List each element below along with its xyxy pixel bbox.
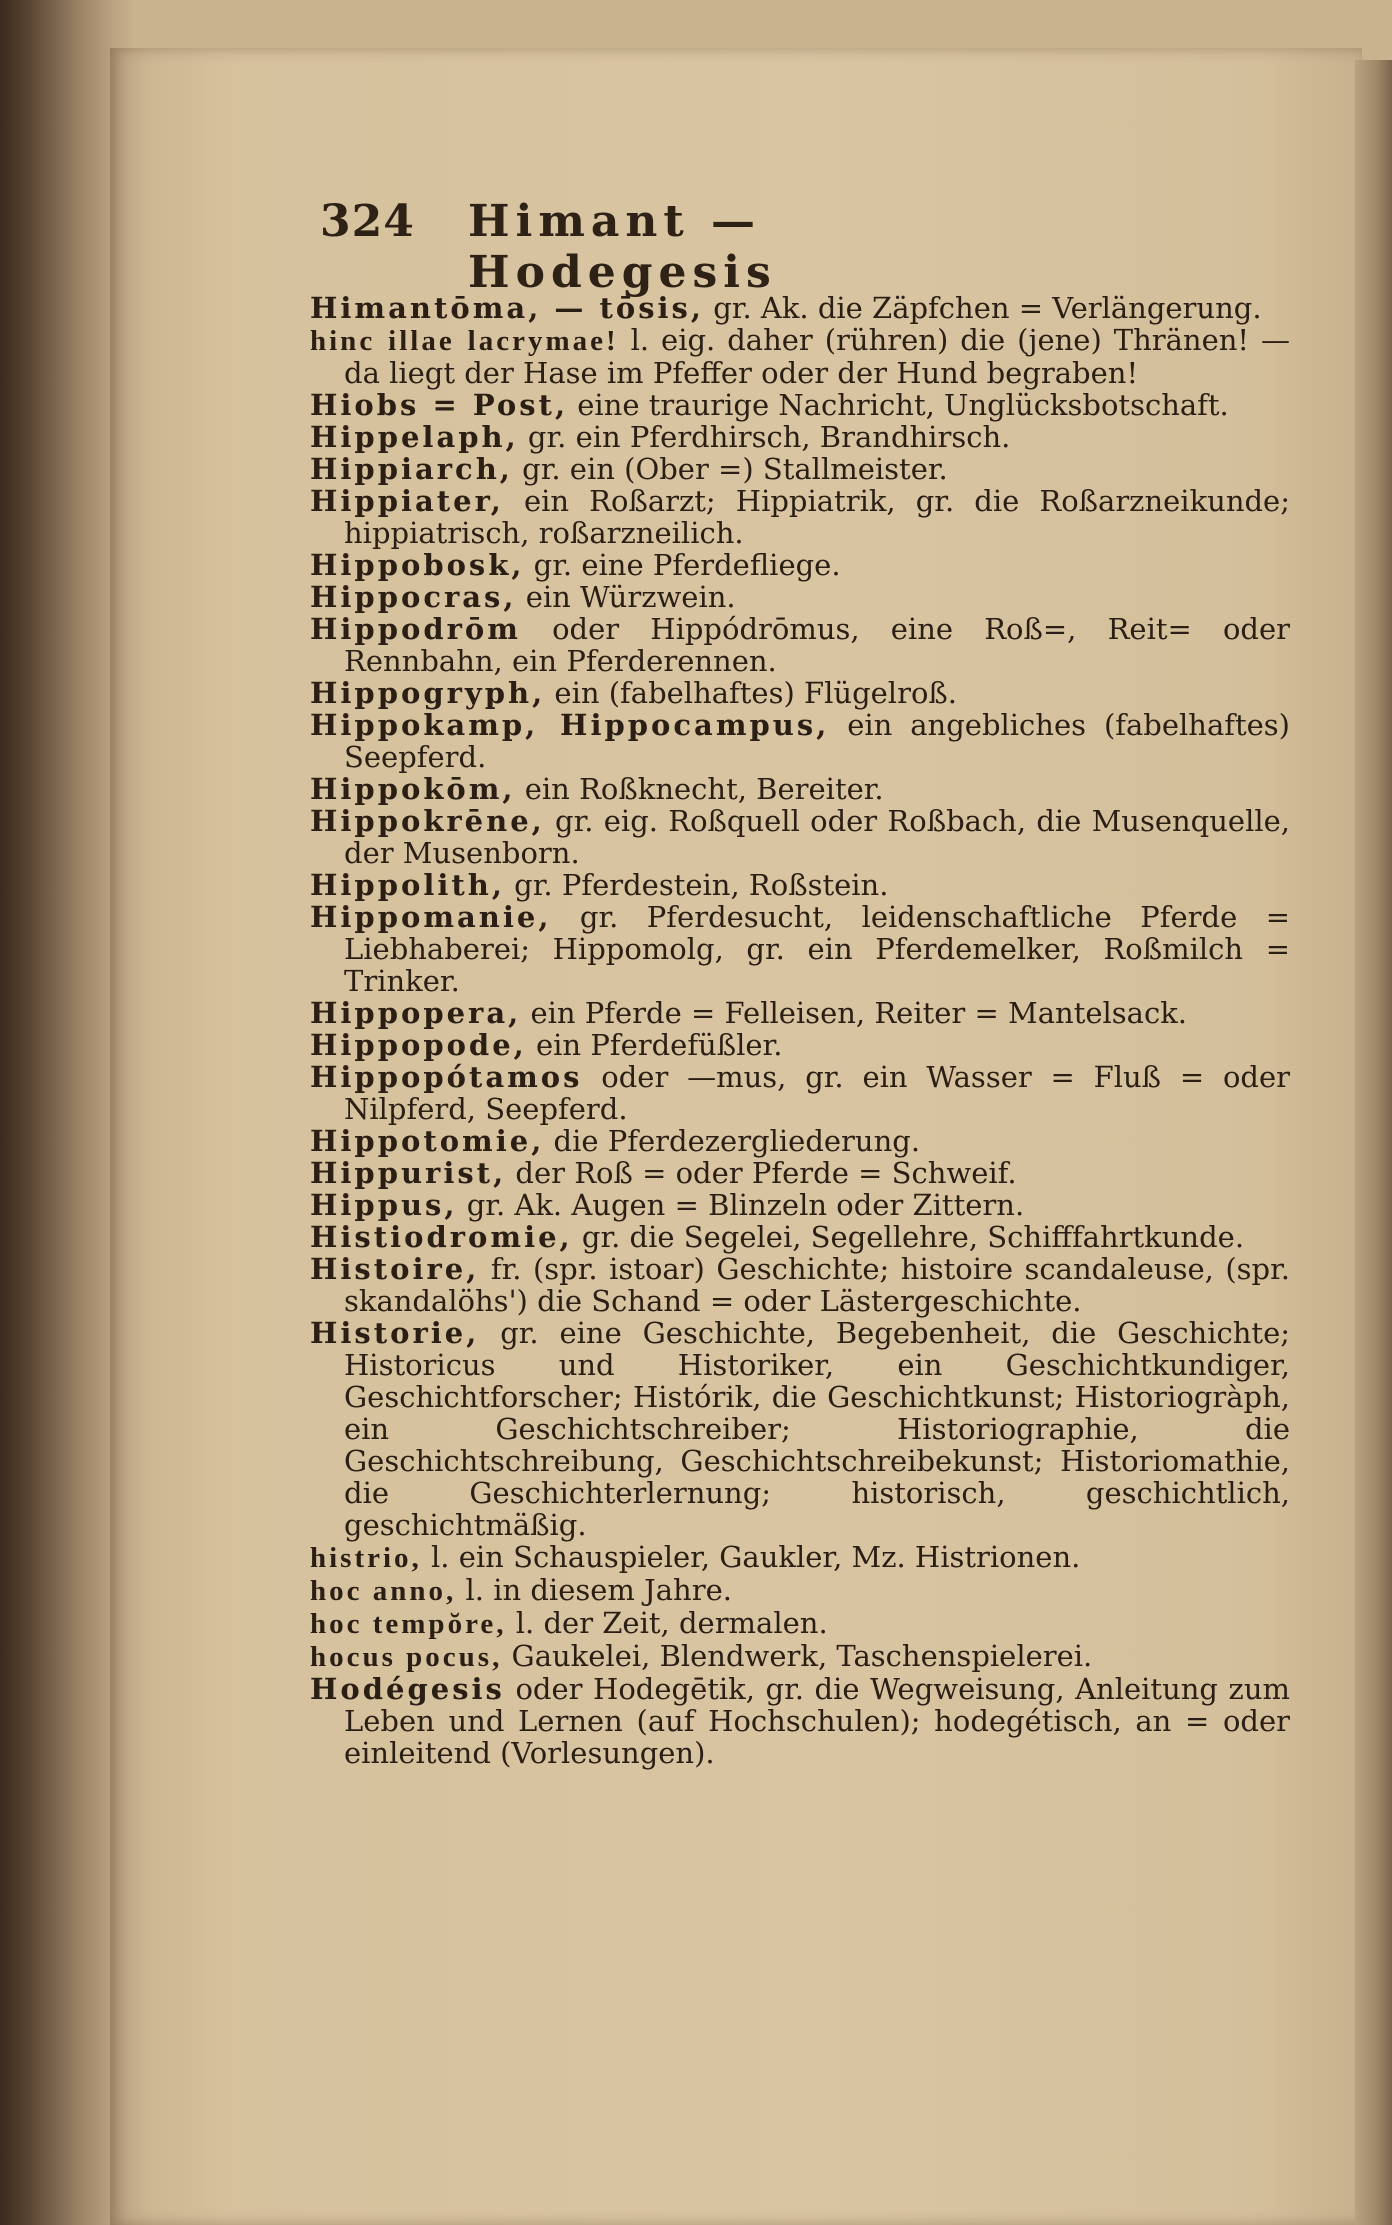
entry-headword: histrio, <box>310 1542 422 1574</box>
running-title: Himant — Hodegesis <box>468 196 777 298</box>
entry-headword: Hippokōm, <box>310 772 516 806</box>
entry <box>310 901 1290 997</box>
entry-text: l. in diesem Jahre. <box>465 1573 732 1607</box>
entry-text: oder —mus, gr. ein Wasser = Fluß = oder Nilpferd, Seepferd. <box>344 1060 1290 1126</box>
entry <box>310 1061 1290 1125</box>
entry <box>310 1253 1290 1317</box>
entry <box>310 453 1290 485</box>
entry <box>310 1189 1290 1221</box>
entry-text: oder Hippódrōmus, eine Roß=, Reit= oder Rennbahn, ein Pferderennen. <box>344 612 1291 678</box>
entry-headword: Hodégesis <box>310 1672 505 1706</box>
entry <box>310 1317 1290 1541</box>
entry-headword: Hippopode, <box>310 1028 527 1062</box>
entry-headword: Hippogryph, <box>310 676 546 710</box>
entry-text: ein Würzwein. <box>525 580 736 614</box>
entry-text: l. der Zeit, dermalen. <box>515 1606 828 1640</box>
entry <box>310 1673 1290 1769</box>
entry-headword: Hippopótamos <box>310 1060 583 1094</box>
entry-headword: hoc tempŏre, <box>310 1608 507 1640</box>
dictionary-entries <box>310 292 1290 1769</box>
entry-headword: hoc anno, <box>310 1575 457 1607</box>
entry-text: gr. eine Geschichte, Begebenheit, die Geschichte; Historicus und Historiker, ein Geschichtkundiger, Geschichtforscher; Histórik, die Geschichtkunst; Historiogràph, ein Geschichtschreiber; Historiographie, die Geschichtschreibung, Geschichtschreibekunst; Historiomathie, die Geschichterlernung; historisch, geschichtlich, geschichtmäßig. <box>344 1316 1291 1542</box>
entry-headword: Histiodromie, <box>310 1220 573 1254</box>
entry <box>310 1157 1290 1189</box>
entry-headword: Hiobs = Post, <box>310 388 569 422</box>
entry <box>310 485 1290 549</box>
entry <box>310 389 1290 421</box>
entry <box>310 1574 1290 1607</box>
entry-text: ein Pferdefüßler. <box>535 1028 783 1062</box>
entry-headword: Hippocras, <box>310 580 517 614</box>
entry-headword: Hippolith, <box>310 868 505 902</box>
entry <box>310 677 1290 709</box>
entry <box>310 1221 1290 1253</box>
entry <box>310 549 1290 581</box>
page-header <box>320 196 1080 298</box>
entry-headword: Hippotomie, <box>310 1124 545 1158</box>
entry <box>310 581 1290 613</box>
entry-text: Gaukelei, Blendwerk, Taschenspielerei. <box>511 1639 1093 1673</box>
entry-headword: Hippiater, <box>310 484 504 518</box>
entry-headword: Hippurist, <box>310 1156 507 1190</box>
entry <box>310 292 1290 324</box>
entry <box>310 773 1290 805</box>
entry <box>310 613 1290 677</box>
entry-text: ein Roßknecht, Bereiter. <box>524 772 884 806</box>
entry-text: gr. Pferdestein, Roßstein. <box>514 868 889 902</box>
entry <box>310 709 1290 773</box>
entry <box>310 869 1290 901</box>
entry-headword: Hippiarch, <box>310 452 513 486</box>
entry <box>310 324 1290 389</box>
entry-text: gr. ein (Ober =) Stallmeister. <box>522 452 948 486</box>
entry <box>310 1125 1290 1157</box>
entry <box>310 1541 1290 1574</box>
entry-headword: Hippokrēne, <box>310 804 545 838</box>
entry-text: gr. Ak. Augen = Blinzeln oder Zittern. <box>466 1188 1025 1222</box>
entry-headword: Historie, <box>310 1316 480 1350</box>
page-edge <box>1355 60 1392 2225</box>
entry <box>310 997 1290 1029</box>
entry-headword: Hippobosk, <box>310 548 525 582</box>
entry-headword: Hippokamp, Hippocampus, <box>310 708 830 742</box>
entry-text: gr. Pferdesucht, leidenschaftliche Pferde = Liebhaberei; Hippomolg, gr. ein Pferdemelker, Roßmilch = Trinker. <box>344 900 1291 998</box>
entry-headword: Hippopera, <box>310 996 522 1030</box>
entry <box>310 805 1290 869</box>
entry-text: gr. ein Pferdhirsch, Brandhirsch. <box>527 420 1011 454</box>
entry-text: l. eig. daher (rühren) die (jene) Thränen! — da liegt der Hase im Pfeffer oder der Hund begraben! <box>344 323 1291 390</box>
entry <box>310 1607 1290 1640</box>
entry-text: gr. eig. Roßquell oder Roßbach, die Musenquelle, der Musenborn. <box>344 804 1290 870</box>
entry-headword: Hippus, <box>310 1188 458 1222</box>
entry-headword: hocus pocus, <box>310 1641 503 1673</box>
entry-text: gr. eine Pferdefliege. <box>533 548 841 582</box>
entry-headword: Histoire, <box>310 1252 480 1286</box>
entry-text: gr. Ak. die Zäpfchen = Verlängerung. <box>713 291 1262 325</box>
entry-text: ein (fabelhaftes) Flügelroß. <box>554 676 957 710</box>
entry-text: ein angebliches (fabelhaftes) Seepferd. <box>344 708 1290 774</box>
entry-headword: Hippelaph, <box>310 420 519 454</box>
entry-text: l. ein Schauspieler, Gaukler, Mz. Histrionen. <box>431 1540 1081 1574</box>
entry <box>310 421 1290 453</box>
entry-text: der Roß = oder Pferde = Schweif. <box>515 1156 1017 1190</box>
entry-text: ein Pferde = Felleisen, Reiter = Mantelsack. <box>530 996 1187 1030</box>
page-number: 324 <box>320 196 415 247</box>
entry-text: die Pferdezergliederung. <box>553 1124 921 1158</box>
entry-text: oder Hodegētik, gr. die Wegweisung, Anleitung zum Leben und Lernen (auf Hochschulen); hodegétisch, an = oder einleitend (Vorlesungen). <box>344 1672 1291 1770</box>
entry-text: gr. die Segelei, Segellehre, Schifffahrtkunde. <box>581 1220 1245 1254</box>
entry <box>310 1640 1290 1673</box>
entry-text: fr. (spr. istoar) Geschichte; histoire scandaleuse, (spr. skandalöhs') die Schand = oder Lästergeschichte. <box>344 1252 1291 1318</box>
entry <box>310 1029 1290 1061</box>
entry-headword: hinc illae lacrymae! <box>310 325 619 357</box>
entry-text: eine traurige Nachricht, Unglücksbotschaft. <box>577 388 1229 422</box>
entry-text: ein Roßarzt; Hippiatrik, gr. die Roßarzneikunde; hippiatrisch, roßarzneilich. <box>344 484 1290 550</box>
entry-headword: Hippodrōm <box>310 612 521 646</box>
entry-headword: Hippomanie, <box>310 900 552 934</box>
entry-headword: Himantōma, — tōsis, <box>310 291 704 325</box>
